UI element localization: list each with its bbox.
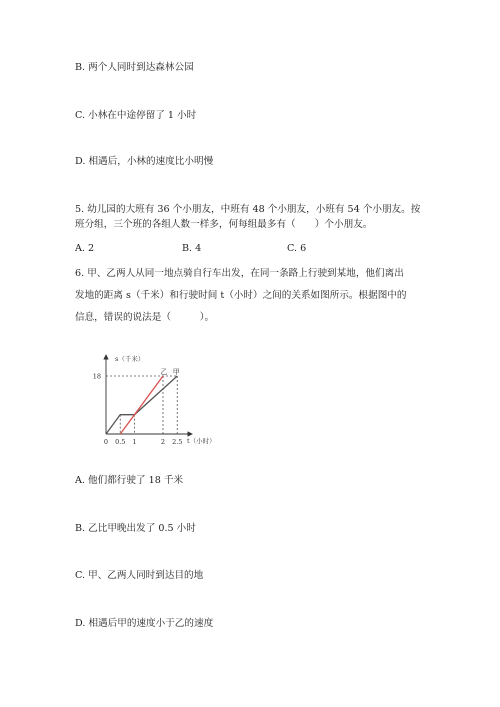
series-jia-line — [106, 376, 177, 434]
question-5-line-1: 5. 幼儿园的大班有 36 个小朋友，中班有 48 个小朋友，小班有 54 个小朋友。按 — [75, 204, 421, 215]
x-tick-2-5: 2.5 — [172, 438, 183, 446]
question-6-line-1: 6. 甲、乙两人从同一地点骑自行车出发，在同一条路上行驶到某地，他们离出 — [75, 268, 404, 279]
q6-option-a: A. 他们都行驶了 18 千米 — [75, 475, 184, 486]
q6-option-d: D. 相遇后甲的速度小于乙的速度 — [75, 618, 214, 629]
y-tick-18: 18 — [92, 372, 101, 381]
label-yi: 乙 — [160, 368, 168, 376]
question-5-line-2: 班分组，三个班的各组人数一样多，何每组最多有（ ）个小朋友。 — [75, 219, 373, 230]
q6-option-b: B. 乙比甲晚出发了 0.5 小时 — [75, 523, 196, 534]
q5-option-a: A. 2 — [75, 243, 95, 254]
option-b-previous: B. 两个人同时到达森林公园 — [75, 62, 194, 73]
x-tick-origin: 0 — [103, 438, 109, 446]
q6-option-c: C. 甲、乙两人同时到达目的地 — [75, 570, 204, 581]
q5-option-b: B. 4 — [182, 243, 202, 254]
option-c-previous: C. 小林在中途停留了 1 小时 — [75, 110, 197, 121]
option-d-previous: D. 相遇后，小林的速度比小明慢 — [75, 156, 214, 167]
q5-option-c: C. 6 — [287, 243, 307, 254]
x-axis-label: t（小时） — [187, 437, 216, 445]
series-yi-line — [120, 376, 163, 434]
x-tick-1: 1 — [132, 438, 137, 446]
question-6-line-2: 发地的距离 s（千米）和行驶时间 t（小时）之间的关系如图所示。根据图中的 — [75, 290, 407, 301]
y-axis-label: s（千米） — [115, 355, 145, 363]
x-tick-2: 2 — [160, 438, 166, 446]
label-jia: 甲 — [172, 368, 180, 376]
question-6-line-3: 信息，错误的说法是（ ）。 — [75, 312, 215, 323]
x-tick-0-5: 0.5 — [115, 438, 126, 446]
